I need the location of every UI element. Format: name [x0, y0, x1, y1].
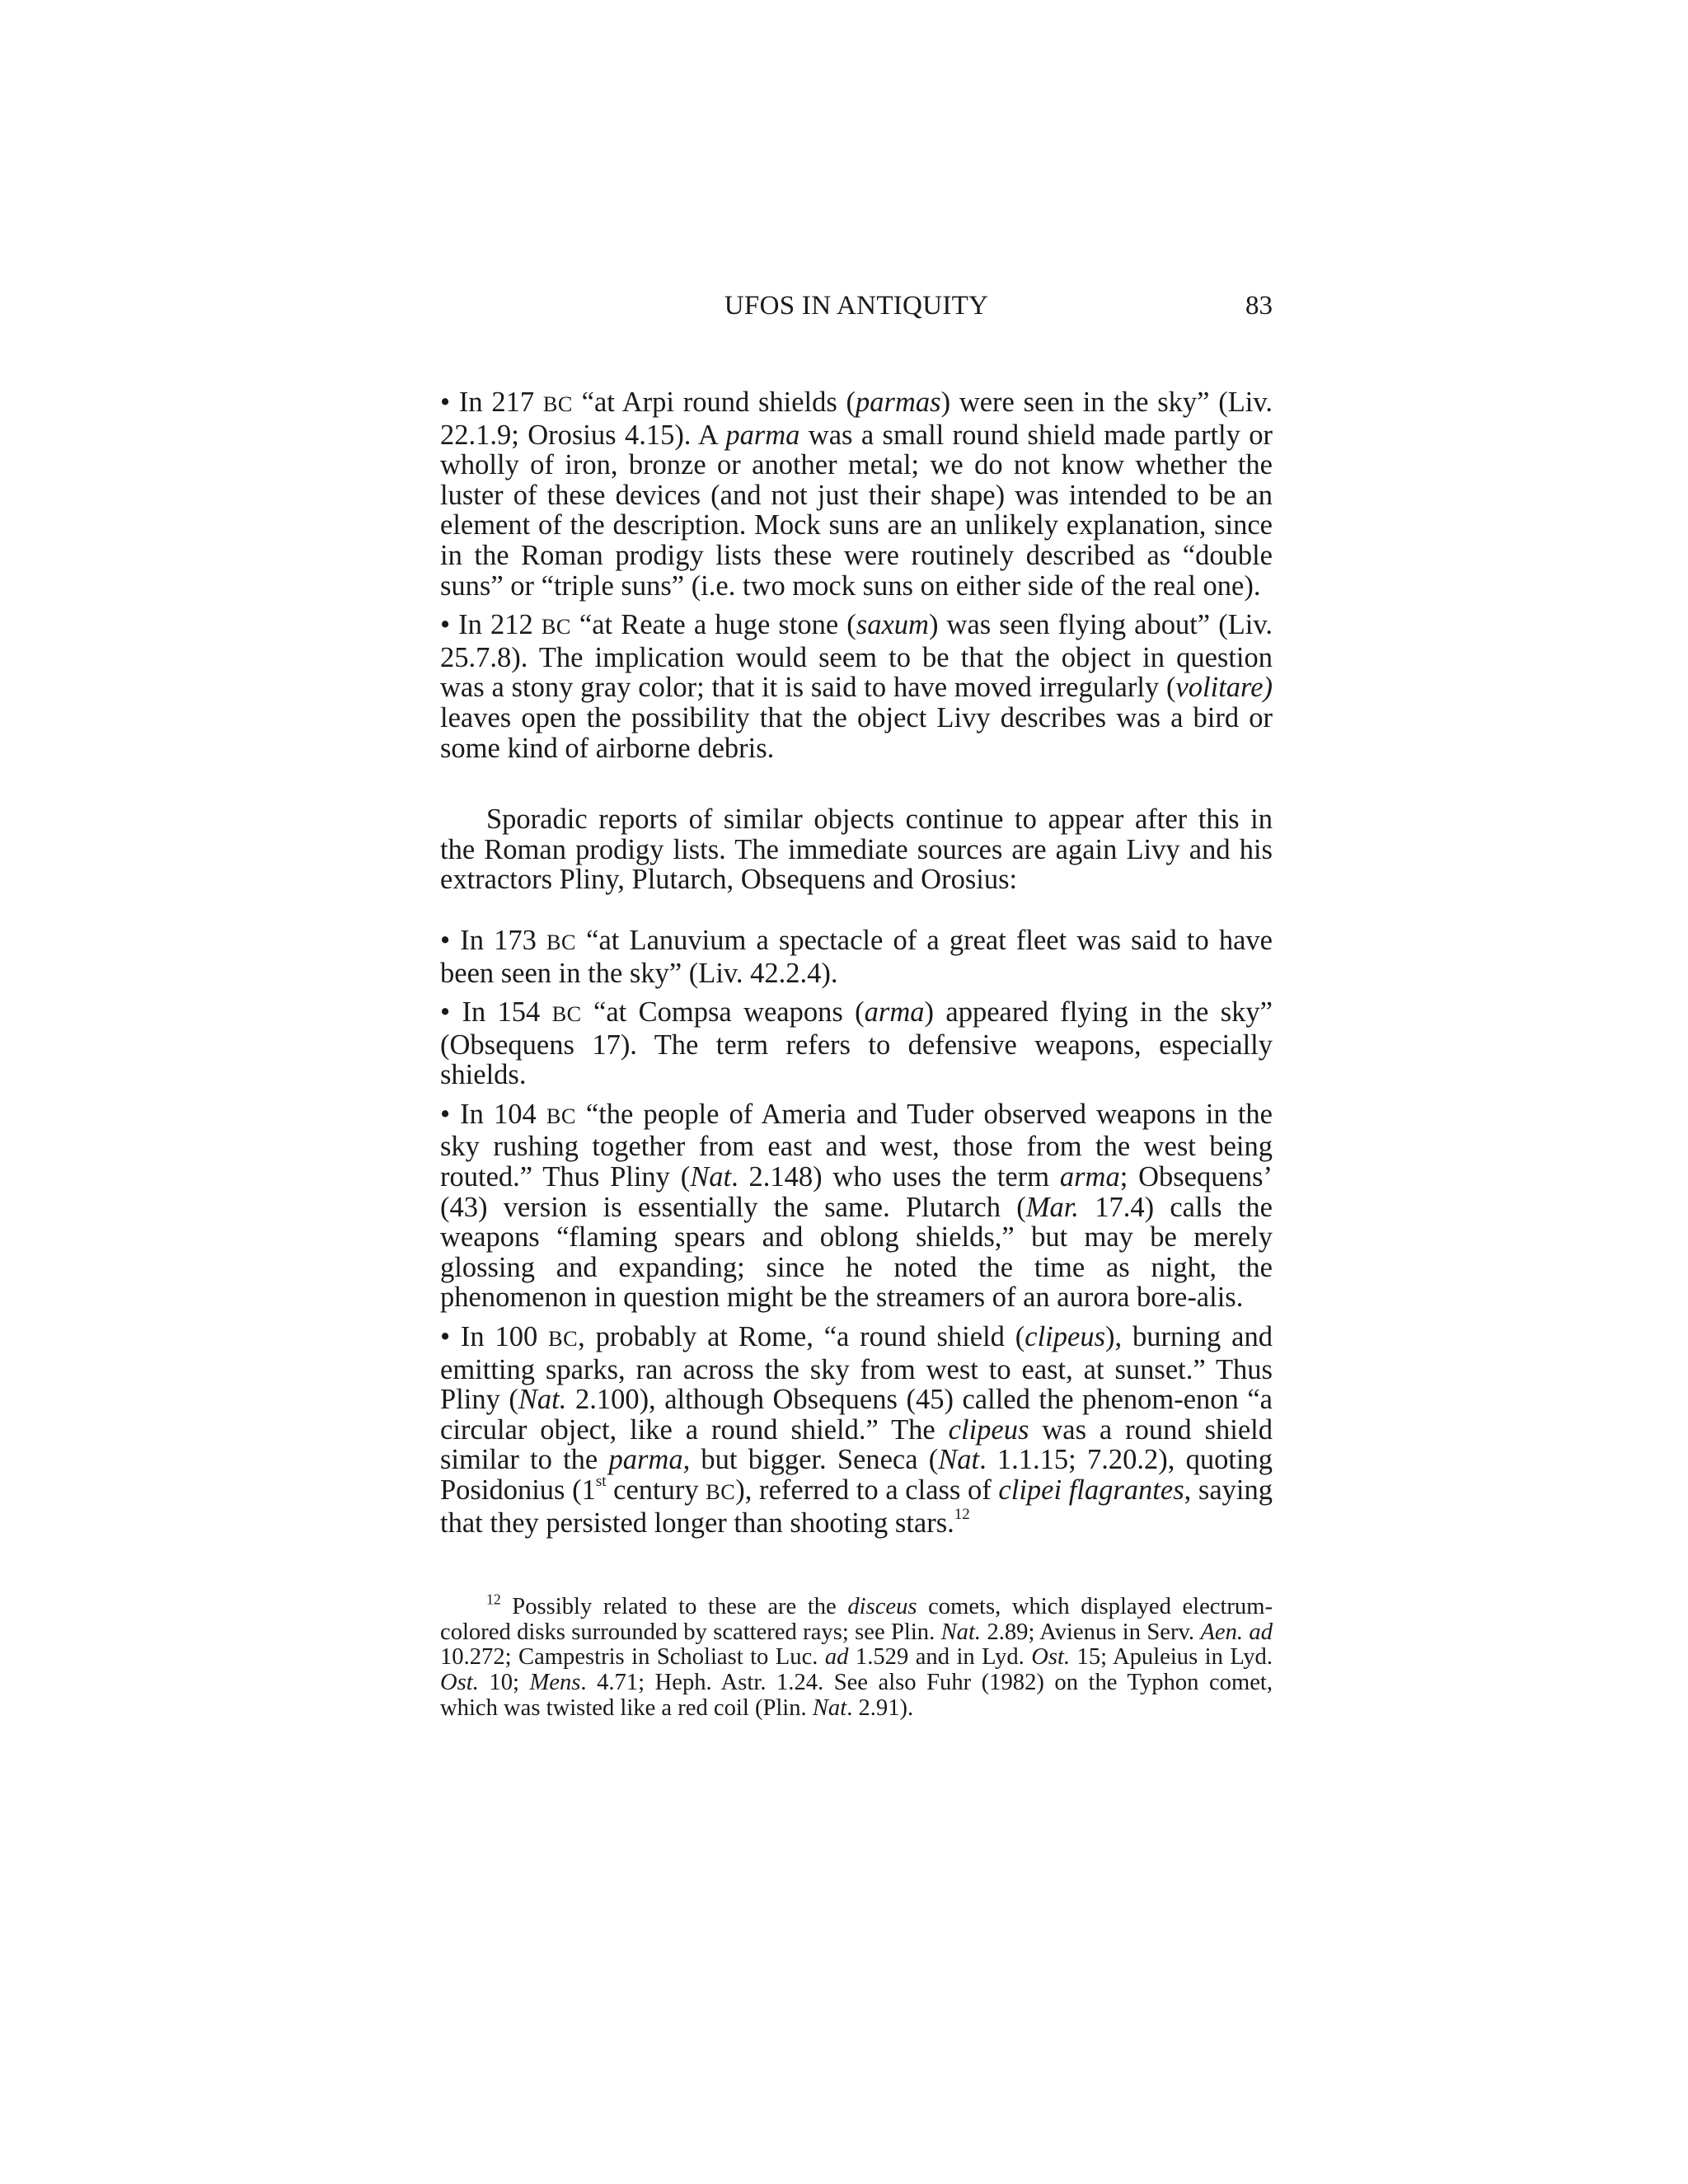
latin-term: arma: [1059, 1161, 1120, 1193]
text-run: . 4.71; Heph. Astr. 1.24. See also Fuhr (1982) on the Typhon comet, which was twisted like a red coil (Plin.: [440, 1670, 1273, 1721]
text-run: ) was seen flying about” (Liv. 25.7.8). The implication would seem to be that the object in question was a stony gray color; that it is said to have moved irregularly (: [440, 609, 1273, 704]
era-abbrev: BC: [542, 392, 573, 416]
text-run: was a round shield similar to the: [440, 1413, 1273, 1476]
text-run: 1.529 and in Lyd.: [848, 1644, 1032, 1671]
running-head: [440, 287, 1273, 325]
entry-212-bc: [440, 610, 1273, 763]
latin-term: saxum: [856, 609, 929, 641]
text-run: “at Reate a huge stone (: [570, 609, 856, 641]
text-run: leaves open the possibility that the object Livy describes was a bird or some kind of airborne debris.: [440, 701, 1273, 764]
text-run: 17.4) calls the weapons “flaming spears and oblong shields,” but may be merely glossing and expanding; since he noted the time as night, the phenomenon in question might be the streamers of an aurora bore-alis.: [440, 1191, 1273, 1314]
ordinal-suffix: st: [595, 1472, 607, 1490]
citation-title: Nat: [938, 1444, 980, 1476]
running-title: UFOS IN ANTIQUITY: [724, 291, 989, 321]
citation-title: ad: [824, 1644, 849, 1671]
text-run: • In 154: [440, 996, 552, 1029]
era-abbrev: BC: [546, 1104, 576, 1128]
citation-title: Aen. ad: [1200, 1619, 1273, 1645]
section-gap: [440, 772, 1273, 804]
text-run: ; Obsequens’ (43) version is essentially the same. Plutarch (: [440, 1161, 1273, 1223]
era-abbrev: BC: [541, 615, 571, 640]
text-run: ) were seen in the sky” (Liv. 22.1.9; Orosius 4.15). A: [440, 387, 1273, 451]
text-run: • In 212: [440, 609, 542, 641]
footnote-12: [440, 1591, 1273, 1722]
era-abbrev: BC: [546, 930, 576, 954]
text-run: 15; Apuleius in Lyd.: [1070, 1644, 1273, 1671]
citation-title: Nat: [812, 1694, 847, 1721]
text-run: comets, which displayed electrum-colored disks surrounded by scattered rays; see Plin.: [440, 1594, 1273, 1645]
text-run: Possibly related to these are the: [500, 1594, 848, 1619]
text-run: “at Lanuvium a spectacle of a great fleet was said to have been seen in the sky” (Liv. 42.2.4).: [440, 924, 1273, 989]
text-run: but bigger. Seneca (: [690, 1444, 939, 1476]
text-run: . 1.1.15; 7.20.2), quoting Posidonius (1: [440, 1444, 1273, 1506]
citation-title: Mens: [529, 1670, 581, 1696]
text-run: “at Arpi round shields (: [572, 387, 856, 418]
citation-title: Nat: [690, 1161, 732, 1193]
latin-term: clipeus: [948, 1413, 1029, 1446]
footnote-number: 12: [486, 1591, 501, 1608]
entry-173-bc: [440, 926, 1273, 988]
entry-104-bc: [440, 1099, 1273, 1313]
section-gap: [440, 895, 1273, 926]
latin-term: volitare): [1175, 672, 1273, 704]
body-paragraph: Sporadic reports of similar objects continue to appear after this in the Roman prodigy lists. The immediate sources are again Livy and his extractors Pliny, Plutarch, Obsequens and Orosius:: [440, 804, 1273, 896]
text-run: was a small round shield made partly or wholly of iron, bronze or another metal; we do not know whether the luster of these devices (and not just their shape) was intended to be an element of the description. Mock suns are an unlikely explanation, since in the Roman prodigy lists these were routinely described as “double suns” or “triple suns” (i.e. two mock suns on either side of the real one).: [440, 419, 1273, 602]
text-run: , saying that they persisted longer than shooting stars.: [440, 1474, 1273, 1539]
text-run: . 2.148) who uses the term: [731, 1161, 1060, 1193]
citation-title: Ost.: [440, 1670, 479, 1696]
text-run: 10.272; Campestris in Scholiast to Luc.: [440, 1644, 825, 1671]
era-abbrev: BC: [551, 1002, 582, 1027]
text-run: • In 217: [440, 387, 543, 418]
era-abbrev: BC: [548, 1327, 579, 1352]
latin-term: arma: [864, 996, 925, 1029]
text-run: • In 104: [440, 1098, 546, 1130]
body-text: [440, 387, 1273, 1547]
latin-term: parma: [725, 419, 800, 451]
footnote-reference[interactable]: 12: [954, 1505, 970, 1523]
text-run: ) appeared flying in the sky” (Obsequens 17). The term refers to defensive weapons, especially shields.: [440, 996, 1273, 1091]
text-run: 2.89; Avienus in Serv.: [981, 1619, 1201, 1645]
citation-title: Ost.: [1031, 1644, 1071, 1671]
citation-title: Mar.: [1025, 1191, 1079, 1223]
text-run: . 2.91).: [846, 1694, 914, 1721]
entry-154-bc: [440, 997, 1273, 1090]
latin-term: clipeus: [1025, 1321, 1106, 1353]
citation-title: Nat.: [518, 1384, 567, 1416]
text-run: “the people of Ameria and Tuder observed weapons in the sky rushing together from east and west, those from the west being routed.” Thus Pliny (: [440, 1098, 1273, 1193]
latin-term: disceus: [847, 1594, 917, 1619]
entry-217-bc: [440, 387, 1273, 601]
text-run: • In 173: [440, 924, 547, 956]
era-abbrev: BC: [706, 1480, 736, 1504]
text-run: “at Compsa weapons (: [581, 996, 865, 1029]
text-run: 10;: [478, 1670, 530, 1696]
page-number: 83: [1245, 291, 1273, 321]
entry-100-bc: [440, 1322, 1273, 1538]
text-run: , probably at Rome, “a round shield (: [578, 1321, 1025, 1353]
text-run: • In 100: [440, 1321, 549, 1353]
text-run: 2.100), although Obsequens (45) called the phenom-enon “a circular object, like a round shield.” The: [440, 1384, 1273, 1446]
latin-term: parma,: [608, 1444, 691, 1476]
text-run: ), burning and emitting sparks, ran across the sky from west to east, at sunset.” Thus Pliny (: [440, 1321, 1273, 1416]
text-run: century: [606, 1474, 706, 1506]
text-run: ), referred to a class of: [735, 1474, 999, 1506]
latin-term: parmas: [856, 387, 941, 418]
citation-title: Nat.: [940, 1619, 982, 1645]
latin-term: clipei flagrantes: [998, 1474, 1184, 1506]
